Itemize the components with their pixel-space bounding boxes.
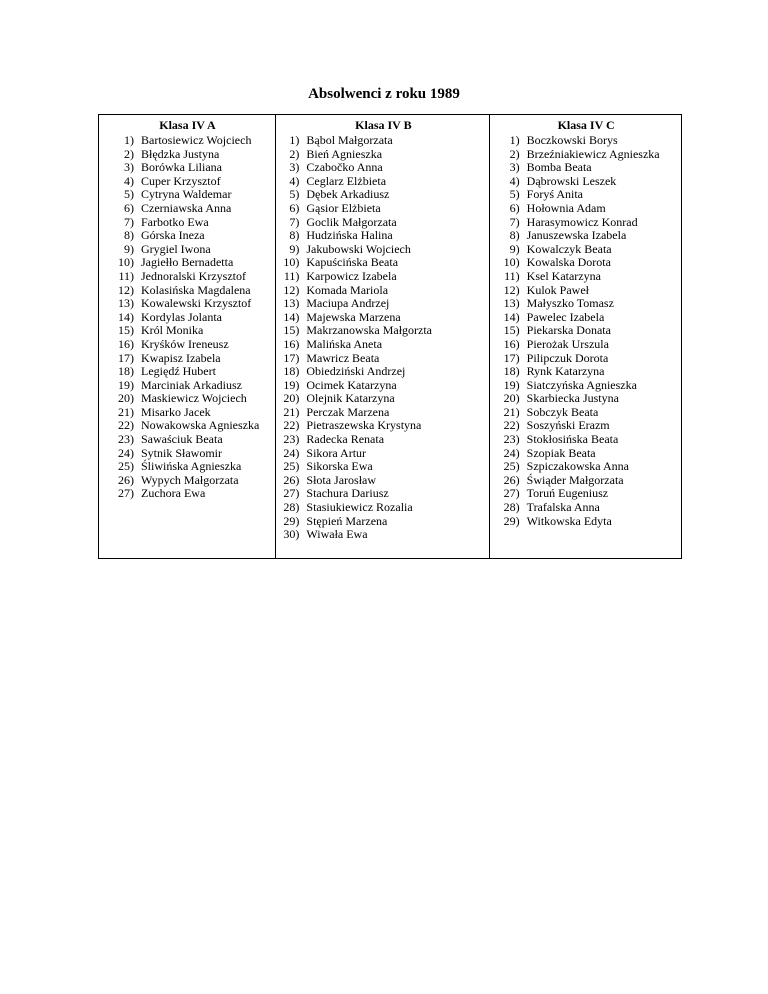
list-item-name: Czabočko Anna bbox=[306, 160, 383, 175]
list-item-number: 12) bbox=[503, 282, 520, 297]
list-item-number: 22) bbox=[503, 418, 520, 433]
list-item-name: Maskiewicz Wojciech bbox=[141, 391, 247, 406]
list-item bbox=[497, 202, 660, 216]
list-item-name: Pawelec Izabela bbox=[526, 309, 605, 324]
list-item-name: Sytnik Sławomir bbox=[141, 445, 223, 460]
list-item-number: 14) bbox=[283, 309, 300, 324]
list-item-number: 24) bbox=[503, 445, 520, 460]
list-item-number: 29) bbox=[503, 513, 520, 528]
list-item bbox=[111, 175, 259, 189]
list-item-name: Ceglarz Elżbieta bbox=[306, 173, 387, 188]
list-item-name: Grygiel Iwona bbox=[141, 241, 211, 256]
list-item-name: Kowalczyk Beata bbox=[526, 241, 612, 256]
list-item-name: Wiwała Ewa bbox=[306, 527, 368, 542]
list-item bbox=[111, 419, 259, 433]
list-item-number: 10) bbox=[118, 255, 134, 270]
student-list bbox=[276, 134, 432, 542]
list-item-name: Bartosiewicz Wojciech bbox=[141, 133, 252, 147]
list-item bbox=[111, 134, 259, 148]
class-column-iv-a bbox=[99, 115, 275, 558]
list-item-name: Ksel Katarzyna bbox=[526, 268, 601, 283]
list-item bbox=[111, 365, 259, 379]
list-item-number: 13) bbox=[503, 296, 520, 311]
list-item-number: 9) bbox=[289, 241, 300, 256]
list-item-name: Król Monika bbox=[141, 323, 204, 338]
list-item-name: Piekarska Donata bbox=[526, 323, 611, 338]
list-item bbox=[497, 487, 660, 501]
list-item-name: Stachura Dariusz bbox=[306, 486, 389, 501]
list-item-name: Misarko Jacek bbox=[141, 404, 211, 419]
list-item bbox=[111, 433, 259, 447]
list-item bbox=[276, 175, 432, 189]
list-item-name: Marciniak Arkadiusz bbox=[141, 377, 242, 392]
list-item-number: 25) bbox=[118, 459, 134, 474]
list-item bbox=[497, 256, 660, 270]
list-item-number: 20) bbox=[118, 391, 134, 406]
list-item-name: Kapuścińska Beata bbox=[306, 255, 399, 270]
list-item-name: Komada Mariola bbox=[306, 282, 389, 297]
list-item bbox=[276, 243, 432, 257]
student-list bbox=[497, 134, 660, 528]
list-item-number: 7) bbox=[509, 214, 520, 229]
list-item-name: Obiedziński Andrzej bbox=[306, 364, 406, 379]
list-item bbox=[276, 297, 432, 311]
list-item-number: 8) bbox=[289, 228, 300, 243]
list-item-name: Boczkowski Borys bbox=[526, 133, 618, 147]
list-item-number: 27) bbox=[283, 486, 300, 501]
list-item bbox=[497, 134, 660, 148]
list-item bbox=[111, 297, 259, 311]
list-item-number: 6) bbox=[509, 200, 520, 215]
list-item-name: Górska Ineza bbox=[141, 228, 205, 243]
list-item-name: Mawricz Beata bbox=[306, 350, 380, 365]
list-item-number: 12) bbox=[283, 282, 300, 297]
list-item bbox=[111, 406, 259, 420]
list-item bbox=[276, 188, 432, 202]
list-item-number: 19) bbox=[503, 377, 520, 392]
list-item-number: 15) bbox=[283, 323, 300, 338]
list-item-number: 29) bbox=[283, 513, 300, 528]
list-item bbox=[276, 256, 432, 270]
list-item-number: 2) bbox=[289, 146, 300, 161]
list-item-number: 24) bbox=[283, 445, 300, 460]
list-item-number: 3) bbox=[124, 160, 134, 175]
list-item bbox=[497, 311, 660, 325]
list-item bbox=[276, 406, 432, 420]
list-item bbox=[276, 460, 432, 474]
list-item bbox=[497, 460, 660, 474]
list-item bbox=[111, 447, 259, 461]
list-item bbox=[276, 352, 432, 366]
list-item bbox=[111, 243, 259, 257]
list-item-number: 14) bbox=[118, 309, 134, 324]
list-item bbox=[497, 229, 660, 243]
list-item bbox=[276, 392, 432, 406]
list-item-number: 7) bbox=[289, 214, 300, 229]
list-item-name: Karpowicz Izabela bbox=[306, 268, 397, 283]
list-item-name: Perczak Marzena bbox=[306, 404, 390, 419]
list-item-name: Trafalska Anna bbox=[526, 500, 600, 515]
list-item bbox=[111, 270, 259, 284]
list-item-name: Szpiczakowska Anna bbox=[526, 459, 629, 474]
list-item-number: 26) bbox=[118, 472, 134, 487]
list-item bbox=[276, 487, 432, 501]
list-item-name: Borówka Liliana bbox=[141, 160, 222, 175]
list-item-number: 18) bbox=[118, 364, 134, 379]
list-item-name: Błędzka Justyna bbox=[141, 146, 220, 161]
list-item-number: 13) bbox=[283, 296, 300, 311]
list-item bbox=[111, 352, 259, 366]
list-item bbox=[497, 474, 660, 488]
list-item bbox=[276, 365, 432, 379]
list-item bbox=[497, 148, 660, 162]
list-item-name: Kordylas Jolanta bbox=[141, 309, 222, 324]
list-item bbox=[497, 284, 660, 298]
list-item-name: Makrzanowska Małgorzta bbox=[306, 323, 433, 338]
list-item-name: Jagiełło Bernadetta bbox=[141, 255, 234, 270]
list-item bbox=[276, 474, 432, 488]
list-item-number: 5) bbox=[124, 187, 134, 202]
list-item-number: 20) bbox=[283, 391, 300, 406]
list-item-number: 17) bbox=[118, 350, 134, 365]
list-item-name: Wypych Małgorzata bbox=[141, 472, 239, 487]
list-item bbox=[497, 501, 660, 515]
list-item-number: 19) bbox=[283, 377, 300, 392]
list-item bbox=[276, 419, 432, 433]
list-item-name: Stokłosińska Beata bbox=[526, 432, 619, 447]
list-item bbox=[276, 134, 432, 148]
list-item-name: Sikora Artur bbox=[306, 445, 367, 460]
list-item bbox=[276, 379, 432, 393]
list-item bbox=[497, 447, 660, 461]
list-item-number: 3) bbox=[509, 160, 520, 175]
list-item-number: 22) bbox=[283, 418, 300, 433]
list-item bbox=[111, 311, 259, 325]
list-item-number: 20) bbox=[503, 391, 520, 406]
list-item bbox=[111, 474, 259, 488]
list-item bbox=[111, 256, 259, 270]
list-item-number: 21) bbox=[118, 404, 134, 419]
list-item-number: 4) bbox=[509, 173, 520, 188]
list-item-name: Bąbol Małgorzata bbox=[306, 133, 393, 147]
list-item-name: Brzeźniakiewicz Agnieszka bbox=[526, 146, 660, 161]
list-item-name: Witkowska Edyta bbox=[526, 513, 612, 528]
list-item-name: Goclik Małgorzata bbox=[306, 214, 397, 229]
list-item-number: 24) bbox=[118, 445, 134, 460]
list-item bbox=[497, 216, 660, 230]
list-item-name: Bień Agnieszka bbox=[306, 146, 383, 161]
list-item-number: 18) bbox=[503, 364, 520, 379]
list-item bbox=[276, 324, 432, 338]
list-item-number: 17) bbox=[503, 350, 520, 365]
list-item bbox=[111, 202, 259, 216]
list-item-number: 3) bbox=[289, 160, 300, 175]
list-item bbox=[276, 338, 432, 352]
list-item bbox=[497, 515, 660, 529]
list-item-name: Bomba Beata bbox=[526, 160, 592, 175]
list-item bbox=[276, 528, 432, 542]
list-item-name: Czerniawska Anna bbox=[141, 200, 232, 215]
list-item-name: Kwapisz Izabela bbox=[141, 350, 221, 365]
list-item bbox=[276, 202, 432, 216]
list-item bbox=[111, 148, 259, 162]
list-item bbox=[111, 216, 259, 230]
list-item-number: 16) bbox=[283, 336, 300, 351]
list-item bbox=[276, 311, 432, 325]
class-column-iv-b bbox=[275, 115, 488, 558]
list-item bbox=[111, 284, 259, 298]
list-item-name: Hołownia Adam bbox=[526, 200, 606, 215]
list-item-name: Pietraszewska Krystyna bbox=[306, 418, 422, 433]
list-item bbox=[497, 379, 660, 393]
list-item-number: 18) bbox=[283, 364, 300, 379]
student-list bbox=[111, 134, 259, 501]
list-item bbox=[111, 379, 259, 393]
list-item-number: 23) bbox=[503, 432, 520, 447]
list-item bbox=[276, 270, 432, 284]
list-item-number: 25) bbox=[503, 459, 520, 474]
list-item-name: Rynk Katarzyna bbox=[526, 364, 605, 379]
list-item bbox=[111, 188, 259, 202]
list-item bbox=[497, 392, 660, 406]
list-item-name: Kulok Paweł bbox=[526, 282, 589, 297]
list-item-number: 11) bbox=[118, 268, 134, 283]
list-item-number: 28) bbox=[283, 500, 300, 515]
class-header: Klasa IV C bbox=[557, 118, 615, 132]
list-item-name: Małyszko Tomasz bbox=[526, 296, 614, 311]
class-table bbox=[98, 114, 682, 559]
list-item-name: Sobczyk Beata bbox=[526, 404, 599, 419]
list-item-number: 5) bbox=[509, 187, 520, 202]
list-item-number: 6) bbox=[124, 200, 134, 215]
list-item bbox=[276, 161, 432, 175]
list-item bbox=[497, 270, 660, 284]
list-item bbox=[497, 175, 660, 189]
list-item-name: Legiędź Hubert bbox=[141, 364, 216, 379]
list-item-number: 6) bbox=[289, 200, 300, 215]
list-item-number: 23) bbox=[283, 432, 300, 447]
list-item bbox=[276, 447, 432, 461]
list-item-name: Soszyński Erazm bbox=[526, 418, 610, 433]
list-item-name: Hudzińska Halina bbox=[306, 228, 393, 243]
list-item bbox=[111, 487, 259, 501]
list-item bbox=[497, 433, 660, 447]
list-item-name: Januszewska Izabela bbox=[526, 228, 627, 243]
list-item bbox=[111, 161, 259, 175]
list-item-name: Maciupa Andrzej bbox=[306, 296, 390, 311]
list-item-number: 1) bbox=[289, 133, 300, 147]
list-item-name: Skarbiecka Justyna bbox=[526, 391, 619, 406]
list-item-name: Radecka Renata bbox=[306, 432, 385, 447]
list-item-name: Cuper Krzysztof bbox=[141, 173, 221, 188]
list-item-number: 14) bbox=[503, 309, 520, 324]
list-item-name: Dąbrowski Leszek bbox=[526, 173, 617, 188]
list-item-number: 16) bbox=[503, 336, 520, 351]
list-item-name: Pilipczuk Dorota bbox=[526, 350, 609, 365]
list-item-number: 15) bbox=[503, 323, 520, 338]
list-item-number: 26) bbox=[503, 472, 520, 487]
list-item bbox=[276, 229, 432, 243]
list-item-name: Śliwińska Agnieszka bbox=[141, 459, 242, 474]
list-item-number: 11) bbox=[504, 268, 520, 283]
list-item-number: 30) bbox=[283, 527, 300, 542]
list-item bbox=[497, 243, 660, 257]
list-item-number: 27) bbox=[118, 486, 134, 501]
list-item-number: 10) bbox=[503, 255, 520, 270]
list-item-number: 27) bbox=[503, 486, 520, 501]
list-item-number: 25) bbox=[283, 459, 300, 474]
list-item-name: Pierożak Urszula bbox=[526, 336, 609, 351]
list-item-number: 22) bbox=[118, 418, 134, 433]
list-item-number: 2) bbox=[509, 146, 520, 161]
list-item-number: 8) bbox=[124, 228, 134, 243]
list-item bbox=[497, 338, 660, 352]
class-column-iv-c bbox=[489, 115, 681, 558]
list-item bbox=[276, 501, 432, 515]
list-item-number: 16) bbox=[118, 336, 134, 351]
class-header: Klasa IV B bbox=[355, 118, 412, 132]
list-item bbox=[111, 392, 259, 406]
list-item-name: Siatczyńska Agnieszka bbox=[526, 377, 637, 392]
list-item-name: Kolasińska Magdalena bbox=[141, 282, 251, 297]
list-item bbox=[276, 433, 432, 447]
list-item-name: Kowalska Dorota bbox=[526, 255, 611, 270]
list-item-number: 15) bbox=[118, 323, 134, 338]
list-item-name: Harasymowicz Konrad bbox=[526, 214, 638, 229]
list-item bbox=[111, 338, 259, 352]
list-item-number: 21) bbox=[503, 404, 520, 419]
list-item-name: Dębek Arkadiusz bbox=[306, 187, 390, 202]
list-item-name: Olejnik Katarzyna bbox=[306, 391, 395, 406]
list-item bbox=[276, 515, 432, 529]
list-item-number: 9) bbox=[124, 241, 134, 256]
list-item-number: 28) bbox=[503, 500, 520, 515]
list-item-name: Jednoralski Krzysztof bbox=[141, 268, 246, 283]
list-item-name: Majewska Marzena bbox=[306, 309, 401, 324]
list-item bbox=[497, 352, 660, 366]
list-item-number: 11) bbox=[283, 268, 300, 283]
list-item-name: Sikorska Ewa bbox=[306, 459, 373, 474]
list-item-name: Słota Jarosław bbox=[306, 472, 377, 487]
list-item-name: Cytryna Waldemar bbox=[141, 187, 232, 202]
list-item-number: 17) bbox=[283, 350, 300, 365]
list-item-number: 21) bbox=[283, 404, 300, 419]
list-item bbox=[497, 297, 660, 311]
list-item-name: Kowalewski Krzysztof bbox=[141, 296, 252, 311]
list-item bbox=[276, 284, 432, 298]
list-item-number: 10) bbox=[283, 255, 300, 270]
list-item-name: Szopiak Beata bbox=[526, 445, 596, 460]
list-item-number: 8) bbox=[509, 228, 520, 243]
class-header: Klasa IV A bbox=[159, 118, 216, 132]
list-item-number: 12) bbox=[118, 282, 134, 297]
list-item-name: Jakubowski Wojciech bbox=[306, 241, 411, 256]
list-item-number: 26) bbox=[283, 472, 300, 487]
list-item-name: Foryś Anita bbox=[526, 187, 583, 202]
list-item-name: Sawaściuk Beata bbox=[141, 432, 223, 447]
list-item bbox=[111, 324, 259, 338]
list-item-number: 13) bbox=[118, 296, 134, 311]
list-item-number: 9) bbox=[509, 241, 520, 256]
list-item-name: Nowakowska Agnieszka bbox=[141, 418, 260, 433]
list-item bbox=[497, 161, 660, 175]
list-item bbox=[497, 406, 660, 420]
list-item-number: 1) bbox=[509, 133, 520, 147]
list-item-name: Toruń Eugeniusz bbox=[526, 486, 609, 501]
list-item bbox=[497, 365, 660, 379]
list-item-name: Farbotko Ewa bbox=[141, 214, 209, 229]
list-item-name: Świąder Małgorzata bbox=[526, 472, 624, 487]
list-item-name: Stępień Marzena bbox=[306, 513, 388, 528]
list-item-name: Gąsior Elżbieta bbox=[306, 200, 381, 215]
list-item-name: Kryśków Ireneusz bbox=[141, 336, 229, 351]
list-item-number: 1) bbox=[124, 133, 134, 147]
list-item-number: 2) bbox=[124, 146, 134, 161]
list-item-name: Stasiukiewicz Rozalia bbox=[306, 500, 413, 515]
list-item-name: Zuchora Ewa bbox=[141, 486, 206, 501]
page-title: Absolwenci z roku 1989 bbox=[308, 86, 460, 102]
list-item bbox=[497, 324, 660, 338]
list-item-name: Ocimek Katarzyna bbox=[306, 377, 397, 392]
list-item-number: 23) bbox=[118, 432, 134, 447]
list-item-number: 4) bbox=[289, 173, 300, 188]
list-item-number: 19) bbox=[118, 377, 134, 392]
list-item-number: 4) bbox=[124, 173, 134, 188]
list-item-number: 7) bbox=[124, 214, 134, 229]
list-item bbox=[111, 460, 259, 474]
list-item-name: Malińska Aneta bbox=[306, 336, 383, 351]
list-item-number: 5) bbox=[289, 187, 300, 202]
list-item bbox=[276, 148, 432, 162]
list-item bbox=[111, 229, 259, 243]
list-item bbox=[276, 216, 432, 230]
list-item bbox=[497, 419, 660, 433]
list-item bbox=[497, 188, 660, 202]
